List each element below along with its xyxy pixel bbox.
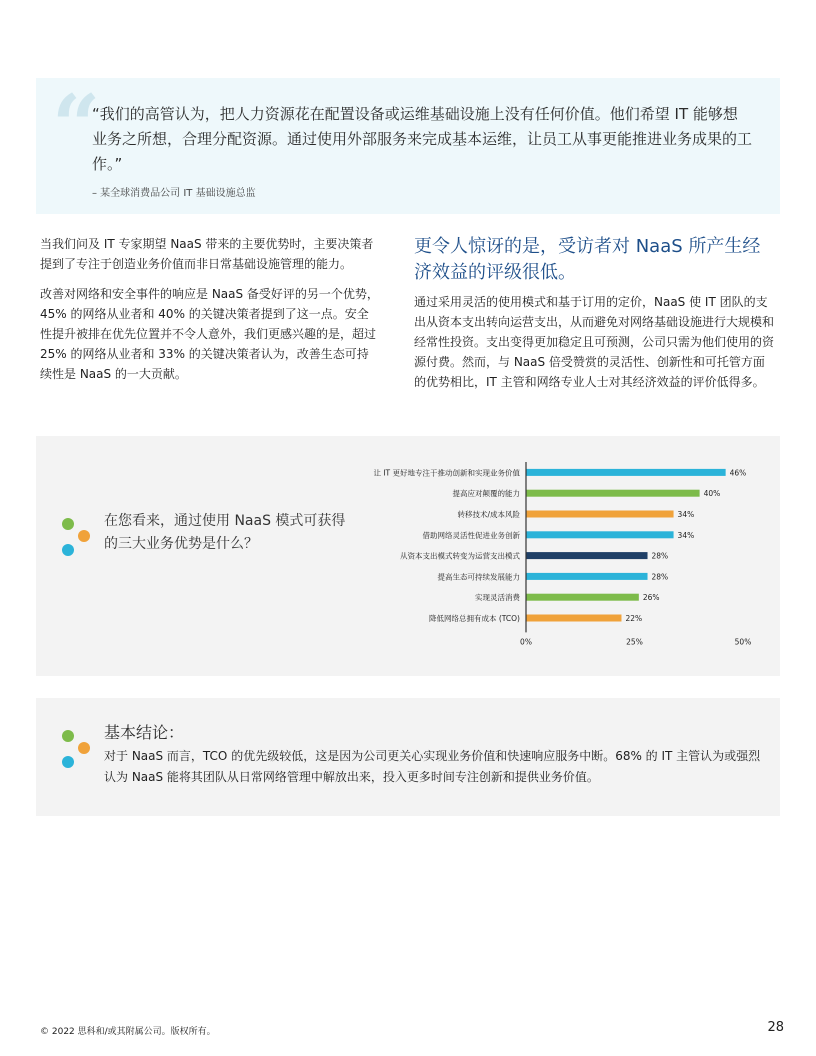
value-label: 26% [642,593,660,603]
value-label: 22% [625,614,643,623]
right-column [414,234,776,392]
category-label: 降低网络总拥有成本 (TCO) [428,614,520,623]
bar [526,531,674,538]
category-label: 借助网络灵活性促进业务创新 [422,530,520,540]
bar [526,469,726,476]
bar [526,594,639,601]
value-label: 28% [651,551,669,561]
value-label: 46% [729,468,747,478]
category-label: 提高应对颠覆的能力 [452,489,520,499]
value-label: 40% [703,489,721,499]
chart-box [36,436,780,676]
category-label: 提高生态可持续发展能力 [437,572,520,582]
value-label: 34% [677,510,695,519]
x-tick-label: 25% [626,637,643,647]
bar [526,615,621,622]
category-label: 让 IT 更好地专注于推动创新和实现业务价值 [373,468,520,478]
x-tick-label: 0% [520,637,532,647]
left-column [40,234,380,394]
value-label: 34% [677,530,695,540]
dots-icon [62,518,92,558]
quote-text: “我们的高管认为，把人力资源花在配置设备或运维基础设施上没有任何价值。他们希望 IT 能够想业务之所想，合理分配资源。通过使用外部服务来完成基本运维，让员工从事更能推进业务成果的工作。” [92,105,753,173]
category-label: 实现灵活消费 [475,593,520,603]
chart-question: 在您看来，通过使用 NaaS 模式可获得的三大业务优势是什么？ [104,513,346,552]
bar [526,573,648,580]
page-number: 28 [767,1020,784,1035]
bar [526,552,648,559]
quote-source: – 某全球消费品公司 IT 基础设施总监 [92,188,256,199]
right-paragraph: 通过采用灵活的使用模式和基于订用的定价，NaaS 使 IT 团队的支出从资本支出转向运营支出，从而避免对网络基础设施进行大规模和经常性投资。支出变得更加稳定且可预测，公司只需为他们使用的资源付费。然而，与 NaaS 倍受赞赏的灵活性、创新性和可托管方面的优势相比，IT 主管和网络专业人士对其经济效益的评价低得多。 [414,295,775,389]
value-label: 28% [651,572,669,582]
bar [526,511,674,518]
conclusion-box [36,698,780,816]
left-paragraph-2: 改善对网络和安全事件的响应是 NaaS 备受好评的另一个优势，45% 的网络从业者和 40% 的关键决策者提到了这一点。安全性提升被排在优先位置并不令人意外，我们更感兴趣的是，超过 25% 的网络从业者和 33% 的关键决策者认为，改善生态可持续性是 NaaS 的一大贡献。 [40,287,379,381]
bar-chart [336,456,776,656]
category-label: 转移技术/成本风险 [457,510,520,519]
conclusion-text: 对于 NaaS 而言，TCO 的优先级较低，这是因为公司更关心实现业务价值和快速响应服务中断。68% 的 IT 主管认为或强烈认为 NaaS 能将其团队从日常网络管理中解放出来，投入更多时间专注创新和提供业务价值。 [104,749,761,784]
copyright: © 2022 思科和/或其附属公司。版权所有。 [40,1027,216,1037]
section-heading: 更令人惊讶的是，受访者对 NaaS 所产生经济效益的评级很低。 [414,236,761,283]
dots-icon [62,730,92,770]
conclusion-title: 基本结论： [104,723,185,742]
category-label: 从资本支出模式转变为运营支出模式 [400,551,520,561]
quote-mark-icon: “ [52,76,101,175]
left-paragraph-1: 当我们问及 IT 专家期望 NaaS 带来的主要优势时，主要决策者提到了专注于创造业务价值而非日常基础设施管理的能力。 [40,237,374,271]
quote-box [36,78,780,214]
bar [526,490,700,497]
x-tick-label: 50% [734,637,752,647]
